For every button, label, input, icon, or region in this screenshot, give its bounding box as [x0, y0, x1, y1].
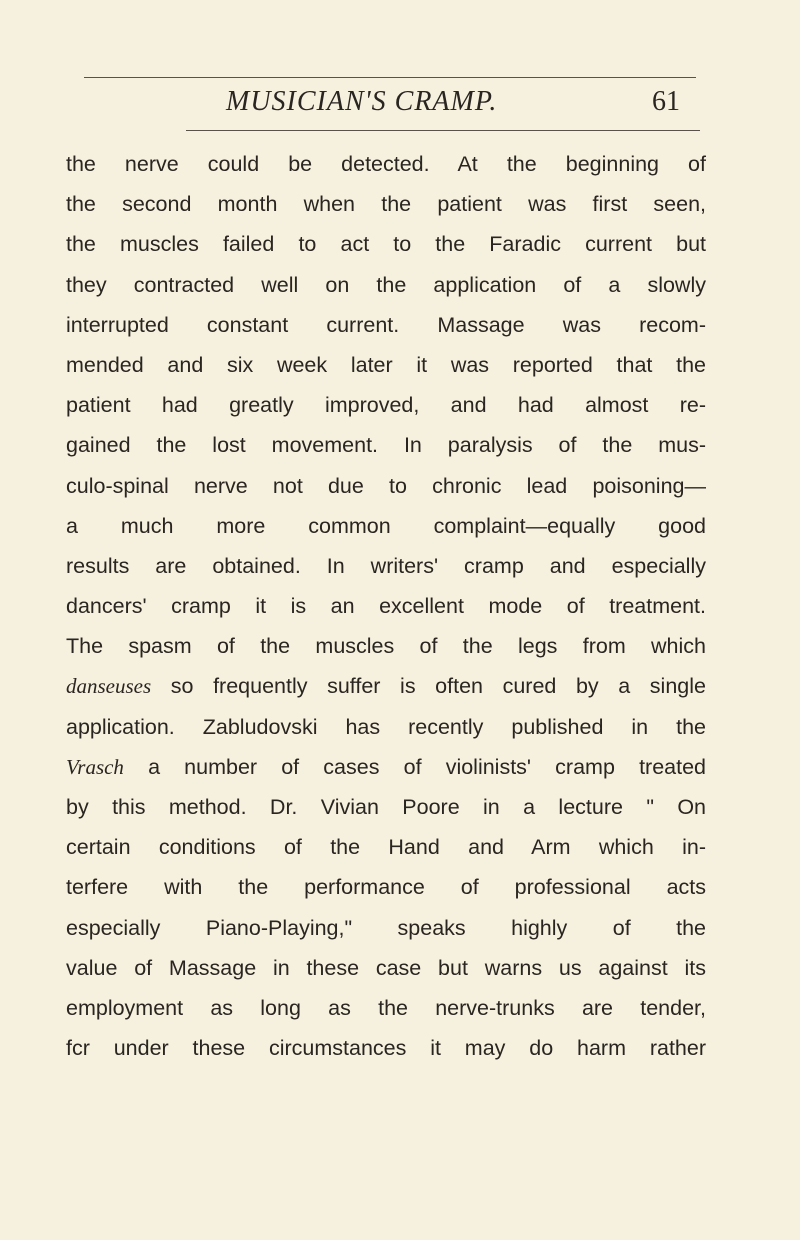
text-line — [66, 586, 706, 626]
text-line — [66, 747, 706, 787]
text-line — [66, 506, 706, 546]
text-line — [66, 707, 706, 747]
text-line — [66, 385, 706, 425]
text-run: interrupted constant current. Massage was recom- — [66, 312, 706, 337]
text-run: gained the lost movement. In paralysis of the mus- — [66, 433, 706, 458]
text-run: application. Zabludovski has recently published in the — [66, 714, 706, 739]
text-line — [66, 827, 706, 867]
text-run: especially Piano-Playing," speaks highly of the — [66, 915, 706, 940]
header-rule-bottom — [186, 130, 700, 131]
body-text — [66, 144, 706, 1068]
text-run: The spasm of the muscles of the legs from which — [66, 634, 706, 659]
text-run: value of Massage in these case but warns us against its — [66, 955, 706, 980]
text-line — [66, 1028, 706, 1068]
text-line — [66, 867, 706, 907]
text-line — [66, 948, 706, 988]
text-line — [66, 466, 706, 506]
text-run: culo-spinal nerve not due to chronic lead poisoning— — [66, 473, 706, 498]
text-run: results are obtained. In writers' cramp and especially — [66, 553, 706, 578]
text-line — [66, 224, 706, 264]
page-header — [0, 86, 800, 126]
text-line — [66, 305, 706, 345]
text-run: mended and six week later it was reported that the — [66, 352, 706, 377]
text-line — [66, 345, 706, 385]
text-run: they contracted well on the application of a slowly — [66, 272, 706, 297]
text-run: a number of cases of violinists' cramp treated — [123, 754, 706, 779]
text-line — [66, 626, 706, 666]
text-run: so frequently suffer is often cured by a single — [151, 674, 706, 699]
page-number: 61 — [652, 86, 680, 117]
text-run: the nerve could be detected. At the beginning of — [66, 152, 706, 176]
text-run: employment as long as the nerve-trunks are tender, — [66, 995, 706, 1020]
text-line — [66, 265, 706, 305]
text-run: terfere with the performance of professional acts — [66, 875, 706, 900]
text-run: by this method. Dr. Vivian Poore in a lecture " On — [66, 795, 706, 819]
text-run: fcr under these circumstances it may do harm rather — [66, 1036, 706, 1061]
italic-term: danseuses — [66, 674, 152, 699]
text-run: the muscles failed to act to the Faradic current but — [66, 232, 706, 257]
header-rule-top — [84, 77, 696, 78]
text-line — [66, 546, 706, 586]
text-run: a much more common complaint—equally good — [66, 513, 706, 538]
running-head: MUSICIAN'S CRAMP. — [226, 86, 498, 117]
text-line — [66, 144, 706, 184]
text-line — [66, 425, 706, 465]
text-line — [66, 184, 706, 224]
text-run: patient had greatly improved, and had almost re- — [66, 393, 706, 418]
text-run: dancers' cramp it is an excellent mode of treatment. — [66, 594, 706, 619]
text-line — [66, 666, 706, 706]
text-run: the second month when the patient was first seen, — [66, 192, 706, 217]
text-line — [66, 908, 706, 948]
text-run: certain conditions of the Hand and Arm which in- — [66, 835, 706, 860]
text-line — [66, 787, 706, 827]
italic-term: Vrasch — [66, 754, 124, 779]
text-line — [66, 988, 706, 1028]
